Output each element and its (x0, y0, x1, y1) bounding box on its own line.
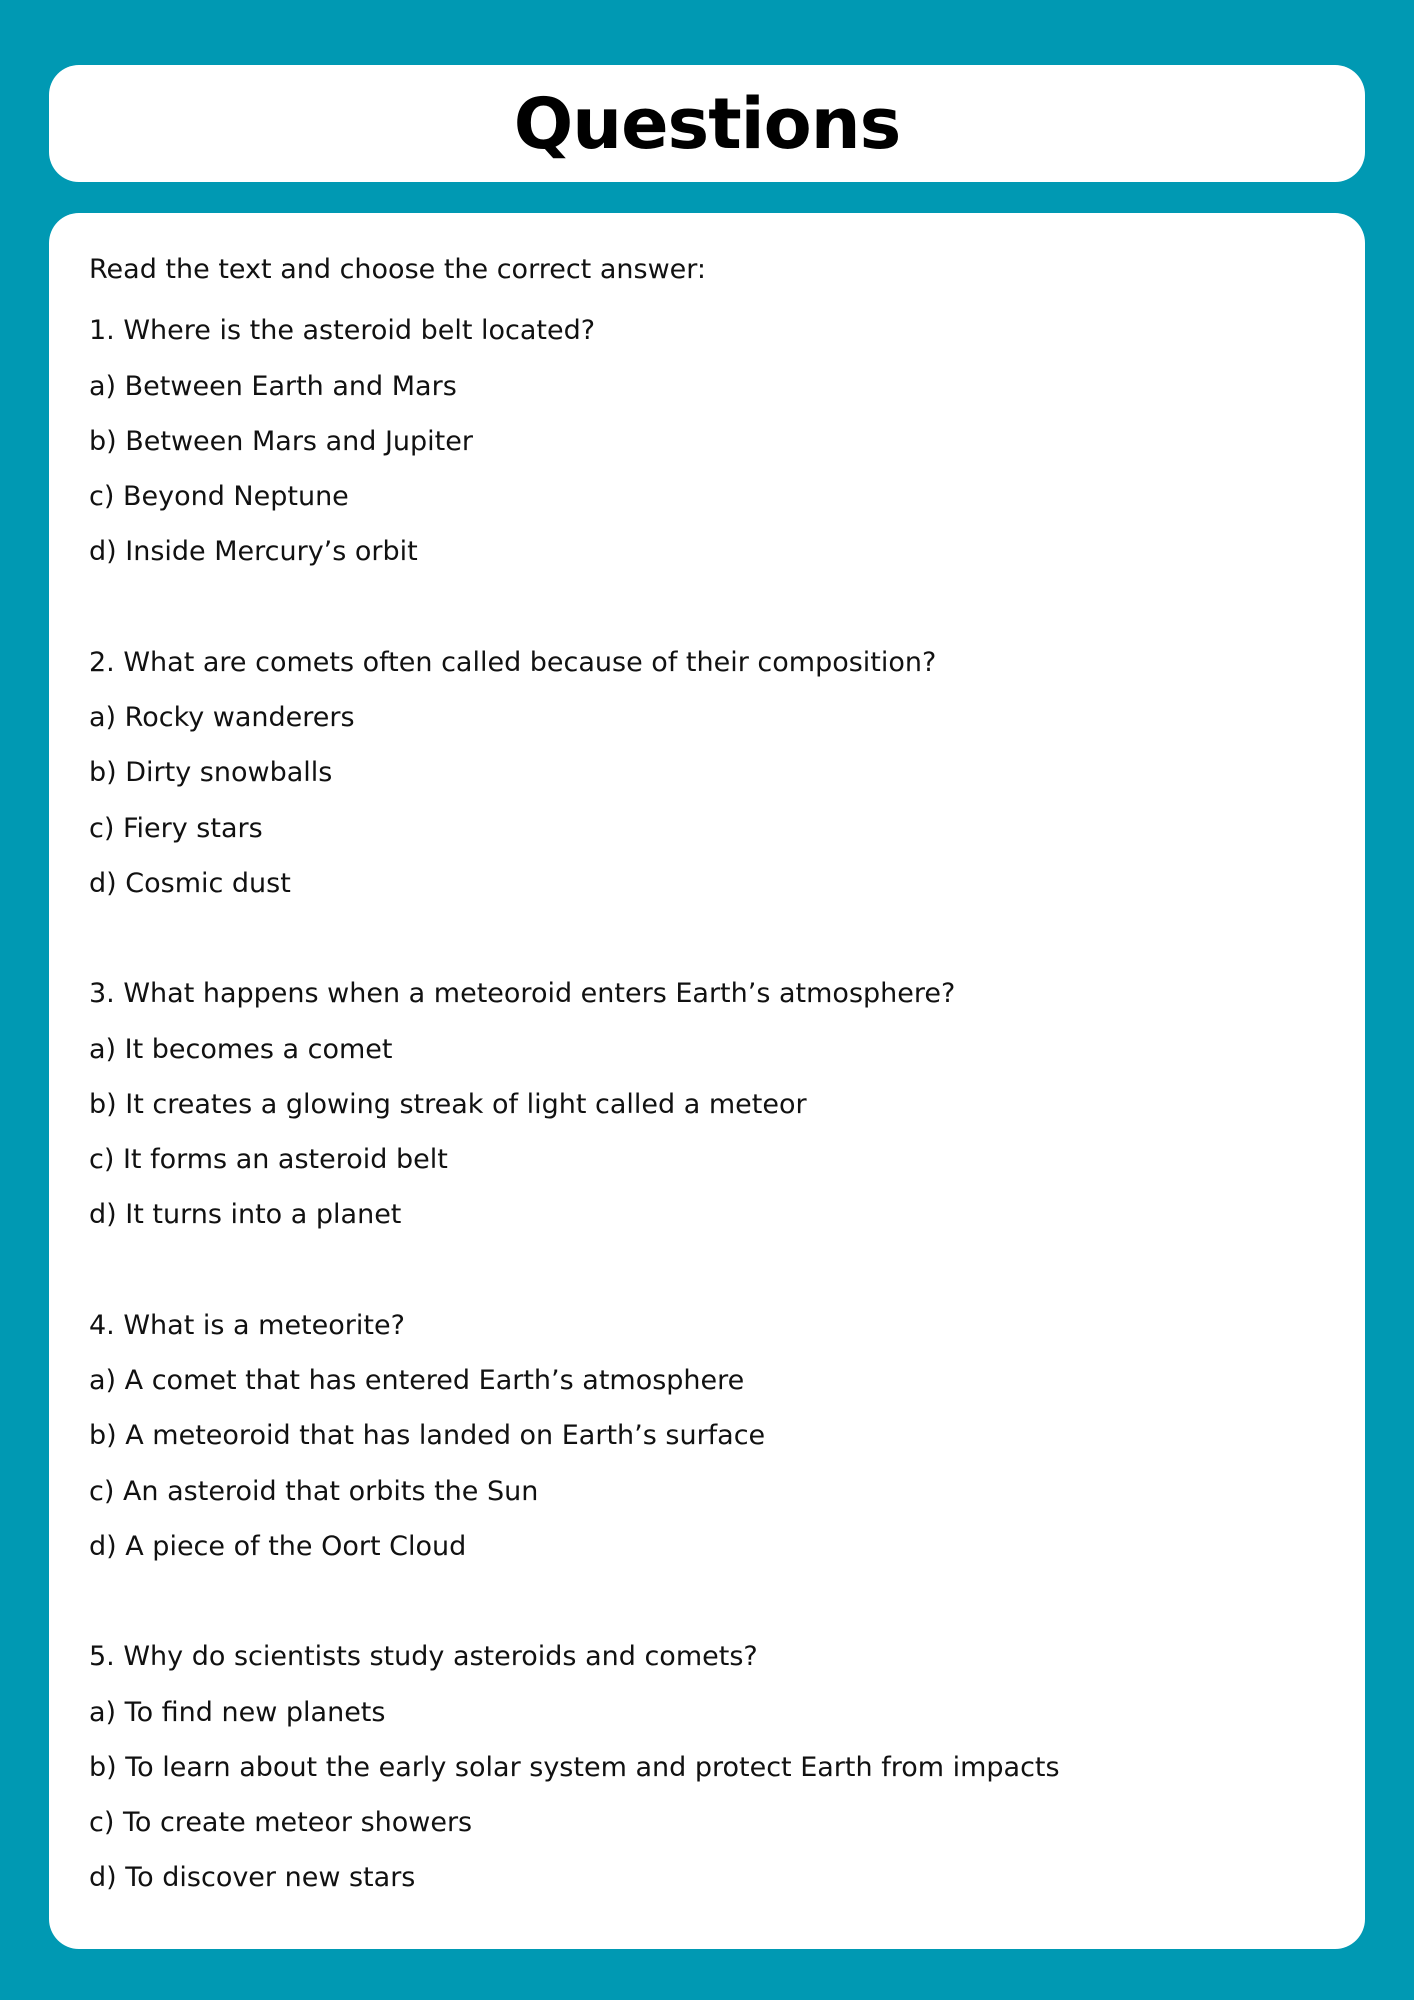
title-card (49, 65, 1365, 182)
question-text: 2. What are comets often called because of their composition? (89, 646, 937, 678)
answer-option: a) It becomes a comet (89, 1033, 393, 1065)
answer-option: b) Between Mars and Jupiter (89, 425, 473, 457)
answer-option: a) A comet that has entered Earth’s atmosphere (89, 1365, 745, 1397)
page-title: Questions (513, 82, 901, 165)
question-3 (89, 966, 1325, 1242)
answer-option: a) To find new planets (89, 1696, 386, 1728)
answer-option: b) Dirty snowballs (89, 757, 333, 789)
answer-option: c) To create meteor showers (89, 1807, 473, 1839)
answer-option: d) Inside Mercury’s orbit (89, 536, 418, 568)
answer-option: d) To discover new stars (89, 1862, 416, 1894)
instruction-text: Read the text and choose the correct answer: (89, 254, 706, 285)
answer-option: a) Between Earth and Mars (89, 370, 457, 402)
question-5 (89, 1629, 1325, 1905)
answer-option: c) It forms an asteroid belt (89, 1144, 448, 1176)
question-4 (89, 1298, 1325, 1574)
answer-option: c) An asteroid that orbits the Sun (89, 1475, 539, 1507)
question-2 (89, 635, 1325, 911)
question-text: 1. Where is the asteroid belt located? (89, 315, 596, 347)
answer-option: c) Fiery stars (89, 812, 263, 844)
question-text: 3. What happens when a meteoroid enters Earth’s atmosphere? (89, 978, 956, 1010)
answer-option: b) It creates a glowing streak of light called a meteor (89, 1088, 807, 1120)
question-text: 4. What is a meteorite? (89, 1309, 405, 1341)
answer-option: b) A meteoroid that has landed on Earth’s surface (89, 1420, 766, 1452)
answer-option: d) Cosmic dust (89, 867, 291, 899)
answer-option: d) It turns into a planet (89, 1199, 402, 1231)
question-text: 5. Why do scientists study asteroids and comets? (89, 1641, 758, 1673)
answer-option: b) To learn about the early solar system and protect Earth from impacts (89, 1751, 1060, 1783)
question-1 (89, 303, 1325, 579)
answer-option: a) Rocky wanderers (89, 702, 355, 734)
answer-option: c) Beyond Neptune (89, 481, 349, 513)
questions-card (49, 213, 1365, 1949)
answer-option: d) A piece of the Oort Cloud (89, 1530, 467, 1562)
